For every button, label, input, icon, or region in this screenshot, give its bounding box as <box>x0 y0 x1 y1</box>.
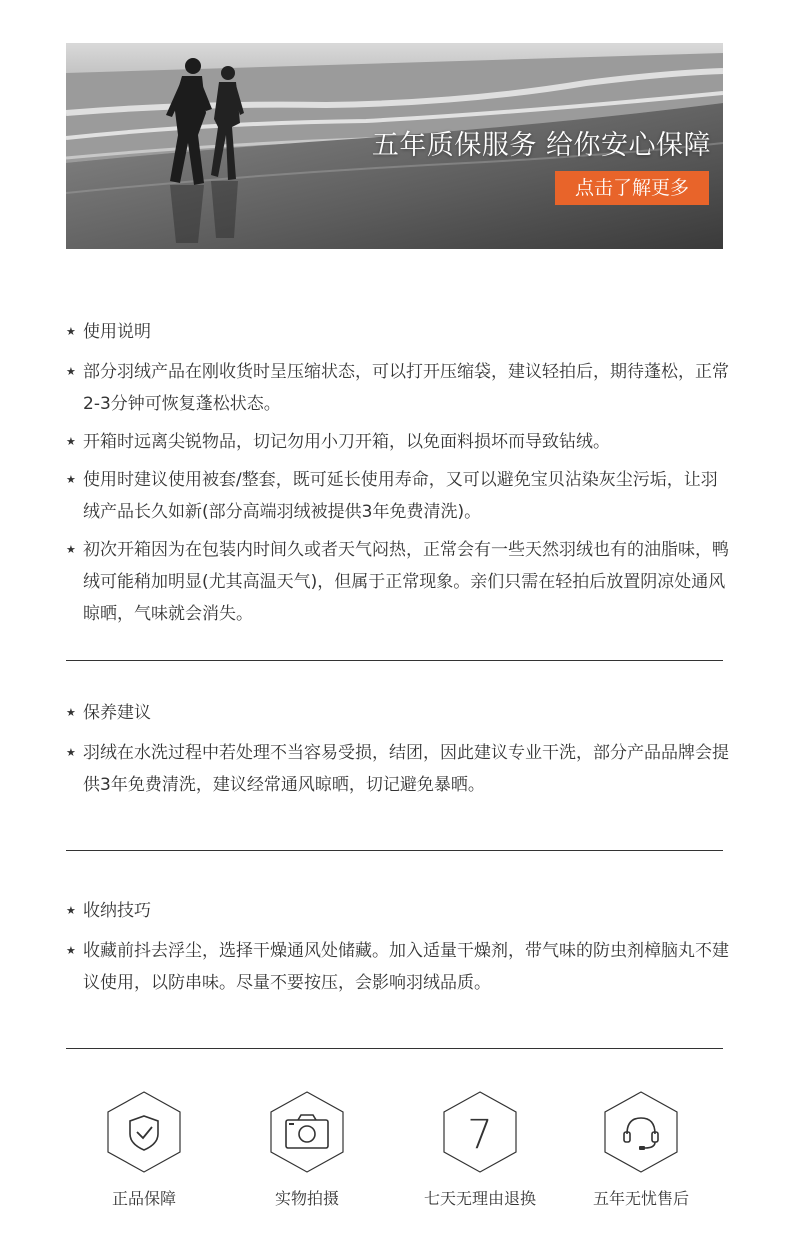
list-item-heading <box>66 697 732 729</box>
feature-label: 七天无理由退换 <box>423 1189 536 1208</box>
usage-instructions-section <box>66 316 732 630</box>
section-heading: 使用说明 <box>83 322 151 342</box>
learn-more-button[interactable]: 点击了解更多 <box>555 171 709 205</box>
star-bullet-icon: ★ <box>66 746 76 759</box>
list-item <box>66 356 732 420</box>
promo-banner[interactable] <box>66 43 723 249</box>
feature-label: 实物拍摄 <box>274 1189 339 1208</box>
care-advice-section <box>66 697 732 801</box>
list-item <box>66 935 732 999</box>
list-item <box>66 426 732 458</box>
star-bullet-icon: ★ <box>66 473 76 486</box>
number-seven-icon <box>442 1090 518 1174</box>
list-item-text: 收藏前抖去浮尘，选择干燥通风处储藏。加入适量干燥剂，带气味的防虫剂樟脑丸不建议使用，以防串味。尽量不要按压，会影响羽绒品质。 <box>83 941 729 993</box>
star-bullet-icon: ★ <box>66 944 76 957</box>
section-heading: 收纳技巧 <box>83 901 151 921</box>
list-item-heading <box>66 895 732 927</box>
section-heading: 保养建议 <box>83 703 151 723</box>
shield-check-icon <box>106 1090 182 1174</box>
list-item-text: 初次开箱因为在包装内时间久或者天气闷热，正常会有一些天然羽绒也有的油脂味，鸭绒可能稍加明显(尤其高温天气)，但属于正常现象。亲们只需在轻拍后放置阴凉处通风晾晒，气味就会消失。 <box>83 540 729 624</box>
list-item-heading <box>66 316 732 348</box>
list-item-text: 部分羽绒产品在刚收货时呈压缩状态，可以打开压缩袋，建议轻拍后，期待蓬松，正常2-3分钟可恢复蓬松状态。 <box>83 362 729 414</box>
divider <box>66 850 723 851</box>
star-bullet-icon: ★ <box>66 325 76 338</box>
storage-tips-section <box>66 895 732 999</box>
star-bullet-icon: ★ <box>66 365 76 378</box>
list-item <box>66 534 732 630</box>
feature-five-year-after-sales <box>571 1090 711 1209</box>
list-item-text: 羽绒在水洗过程中若处理不当容易受损，结团，因此建议专业干洗，部分产品品牌会提供3年免费清洗，建议经常通风晾晒，切记避免暴晒。 <box>83 743 729 795</box>
banner-title: 五年质保服务 给你安心保障 <box>371 130 711 161</box>
seven-digit: 7 <box>467 1112 493 1158</box>
list-item <box>66 737 732 801</box>
camera-icon <box>269 1090 345 1174</box>
divider <box>66 1048 723 1049</box>
feature-seven-day-return <box>410 1090 550 1209</box>
list-item-text: 使用时建议使用被套/整套，既可延长使用寿命，又可以避免宝贝沾染灰尘污垢，让羽绒产品长久如新(部分高端羽绒被提供3年免费清洗)。 <box>83 470 718 522</box>
feature-genuine-guarantee <box>74 1090 214 1209</box>
star-bullet-icon: ★ <box>66 435 76 448</box>
list-item-text: 开箱时远离尖锐物品，切记勿用小刀开箱，以免面料损坏而导致钻绒。 <box>83 432 610 452</box>
feature-label: 正品保障 <box>111 1189 176 1208</box>
divider <box>66 660 723 661</box>
feature-label: 五年无忧售后 <box>592 1189 689 1208</box>
feature-real-photos <box>237 1090 377 1209</box>
list-item <box>66 464 732 528</box>
star-bullet-icon: ★ <box>66 543 76 556</box>
headset-icon <box>603 1090 679 1174</box>
star-bullet-icon: ★ <box>66 904 76 917</box>
star-bullet-icon: ★ <box>66 706 76 719</box>
